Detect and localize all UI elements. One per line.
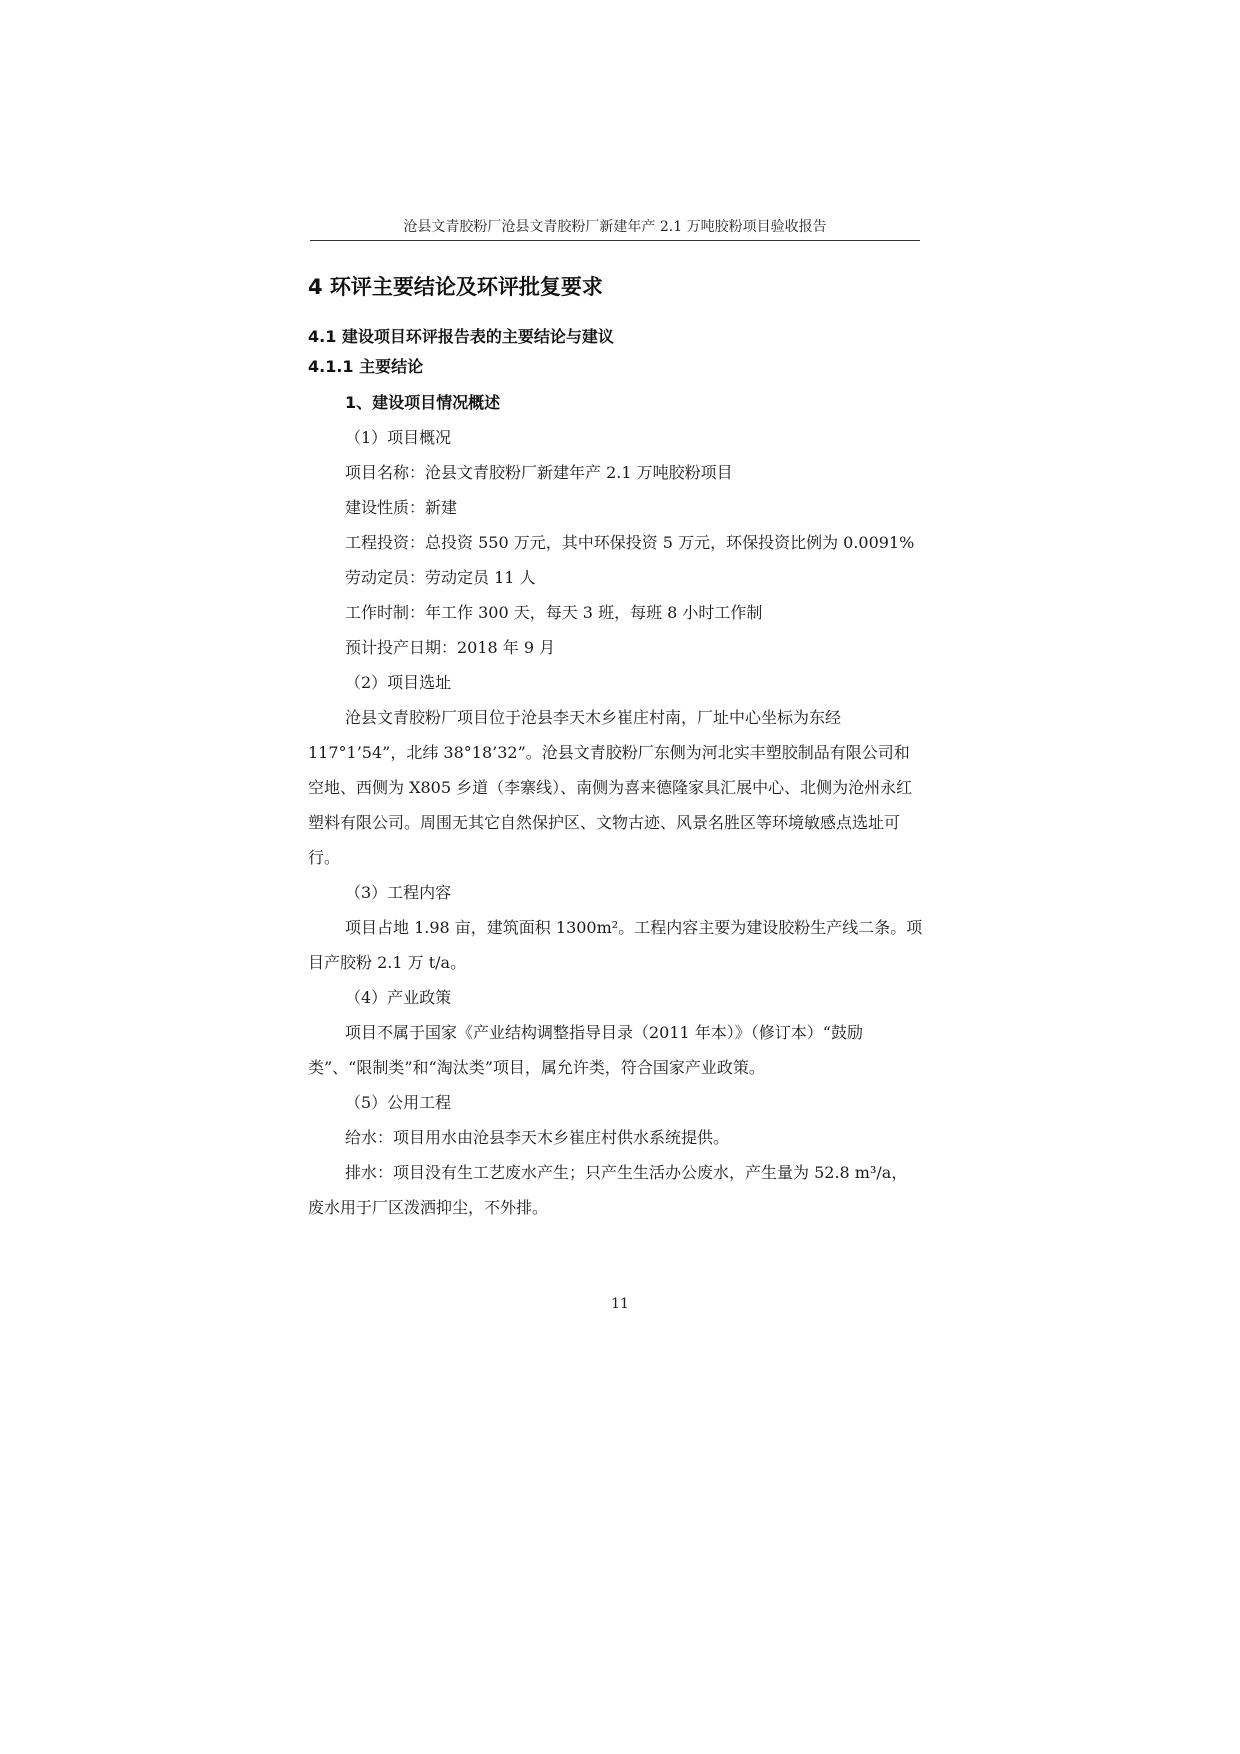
section-heading: 4.1 建设项目环评报告表的主要结论与建议 [308, 327, 614, 346]
paragraph-heading: （2）项目选址 [345, 673, 452, 692]
header-rule [310, 240, 920, 241]
paragraph: 工作时制：年工作 300 天，每天 3 班，每班 8 小时工作制 [345, 603, 763, 622]
chapter-title: 4 环评主要结论及环评批复要求 [308, 275, 603, 299]
paragraph-heading: （5）公用工程 [345, 1093, 452, 1112]
paragraph: 预计投产日期：2018 年 9 月 [345, 638, 556, 657]
paragraph-heading: （4）产业政策 [345, 988, 452, 1007]
paragraph: 建设性质：新建 [345, 498, 458, 517]
item-heading: 1、建设项目情况概述 [345, 393, 501, 412]
paragraph-heading: （1）项目概况 [345, 428, 452, 447]
paragraph: 项目名称：沧县文青胶粉厂新建年产 2.1 万吨胶粉项目 [345, 463, 733, 482]
subsection-heading: 4.1.1 主要结论 [308, 357, 424, 376]
page-number: 11 [611, 1296, 629, 1312]
paragraph: 沧县文青胶粉厂项目位于沧县李天木乡崔庄村南，厂址中心坐标为东经 117°1’54”，北纬 38°18’32”。沧县文青胶粉厂东侧为河北实丰塑胶制品有限公司和空地、西侧为 X805 乡道（李寨线）、南侧为喜来德隆家具汇展中心、北侧为沧州永红塑料有限公司。周围无其它自然保护区、文物古迹、风景名胜区等环境敏感点选址可行。 [308, 708, 913, 867]
paragraph-heading: （3）工程内容 [345, 883, 452, 902]
paragraph: 劳动定员：劳动定员 11 人 [345, 568, 536, 587]
paragraph: 项目占地 1.98 亩，建筑面积 1300m²。工程内容主要为建设胶粉生产线二条。项目产胶粉 2.1 万 t/a。 [308, 918, 923, 972]
paragraph: 给水：项目用水由沧县李天木乡崔庄村供水系统提供。 [345, 1128, 730, 1147]
paragraph: 工程投资：总投资 550 万元，其中环保投资 5 万元，环保投资比例为 0.0091% [345, 533, 915, 552]
running-header: 沧县文青胶粉厂沧县文青胶粉厂新建年产 2.1 万吨胶粉项目验收报告 [403, 219, 827, 235]
body-content [308, 270, 923, 1225]
paragraph: 排水：项目没有生工艺废水产生；只产生生活办公废水，产生量为 52.8 m³/a，废水用于厂区泼洒抑尘，不外排。 [308, 1163, 908, 1217]
paragraph: 项目不属于国家《产业结构调整指导目录（2011 年本）》（修订本）“鼓励类”、“限制类”和“淘汰类”项目，属允许类，符合国家产业政策。 [308, 1023, 863, 1077]
